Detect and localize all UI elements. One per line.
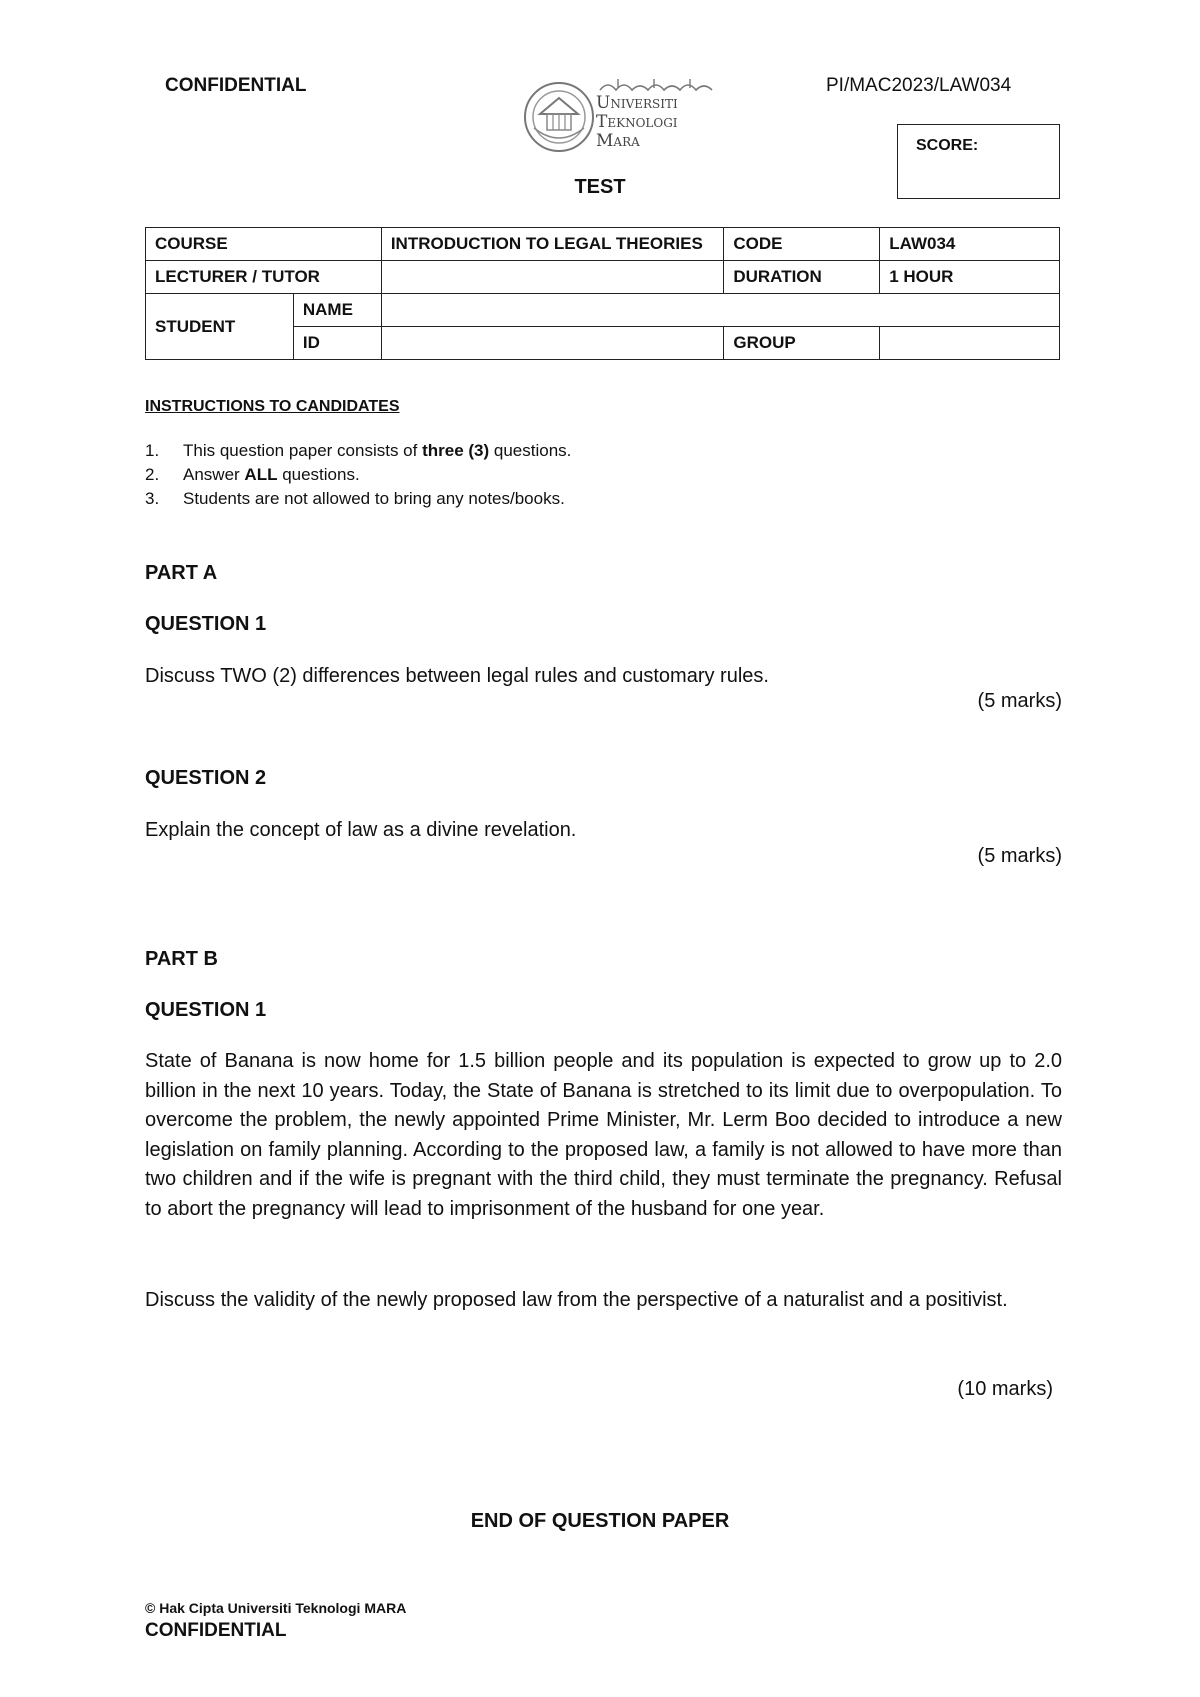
part-a-question-2-heading: QUESTION 2 <box>145 767 267 789</box>
group-label: GROUP <box>724 327 880 360</box>
code-label: CODE <box>724 228 880 261</box>
footer-confidential: CONFIDENTIAL <box>145 1620 287 1641</box>
end-of-paper: END OF QUESTION PAPER <box>470 1510 730 1532</box>
item-text: Answer <box>183 465 245 484</box>
name-value[interactable] <box>381 294 1059 327</box>
course-label: COURSE <box>146 228 382 261</box>
part-a-question-1-text: Discuss TWO (2) differences between legal rules and customary rules. <box>145 665 769 687</box>
item-text: This question paper consists of <box>183 441 423 460</box>
item-text: questions. <box>277 465 360 484</box>
paper-code: PI/MAC2023/LAW034 <box>826 75 1012 96</box>
header-confidential: CONFIDENTIAL <box>165 75 307 96</box>
part-a-question-2-marks: (5 marks) <box>977 845 1062 867</box>
instructions-heading: INSTRUCTIONS TO CANDIDATES <box>145 398 400 415</box>
lecturer-value[interactable] <box>381 261 724 294</box>
item-number: 2. <box>145 465 160 484</box>
duration-value: 1 HOUR <box>880 261 1060 294</box>
lecturer-label: LECTURER / TUTOR <box>146 261 382 294</box>
id-label: ID <box>293 327 381 360</box>
part-b-question-1-task: Discuss the validity of the newly proposed law from the perspective of a naturalist and a positivist. <box>145 1289 1008 1311</box>
table-row <box>146 228 1060 261</box>
part-a-question-1-marks: (5 marks) <box>977 690 1062 712</box>
part-b-question-1-scenario: State of Banana is now home for 1.5 billion people and its population is expected to grow up to 2.0 billion in the next 10 years. Today, the State of Banana is stretched to its limit due to overpopulation. To overcome the problem, the newly appointed Prime Minister, Mr. Lerm Boo decided to introduce a new legislation on family planning. According to the proposed law, a family is not allowed to have more than two children and if the wife is pregnant with the third child, they must terminate the pregnancy. Refusal to abort the pregnancy will lead to imprisonment of the husband for one year. <box>145 1050 1062 1220</box>
group-value[interactable] <box>880 327 1060 360</box>
item-emphasis: three (3) <box>422 441 490 460</box>
part-a-question-2-text: Explain the concept of law as a divine revelation. <box>145 819 577 841</box>
course-info-table <box>145 227 1060 360</box>
logo-text-universiti: Universiti <box>596 93 678 113</box>
list-item <box>145 487 571 511</box>
part-a-question-1-heading: QUESTION 1 <box>145 613 267 635</box>
item-text: questions. <box>489 441 572 460</box>
logo-text-mara: Mara <box>596 131 640 151</box>
list-item <box>145 439 571 463</box>
item-emphasis: ALL <box>244 465 278 484</box>
item-text: Students are not allowed to bring any notes/books. <box>183 489 565 508</box>
university-seal-icon <box>520 78 598 156</box>
jawi-script-text <box>598 76 714 94</box>
duration-label: DURATION <box>724 261 880 294</box>
university-logo <box>520 76 720 158</box>
part-b-question-1-marks: (10 marks) <box>957 1378 1053 1400</box>
code-value: LAW034 <box>880 228 1060 261</box>
item-number: 1. <box>145 441 160 460</box>
score-label: SCORE: <box>916 137 979 154</box>
name-label: NAME <box>293 294 381 327</box>
logo-text-teknologi: Teknologi <box>596 112 678 132</box>
id-value[interactable] <box>381 327 724 360</box>
footer-copyright: © Hak Cipta Universiti Teknologi MARA <box>145 1600 407 1616</box>
student-label: STUDENT <box>146 294 294 360</box>
course-value: INTRODUCTION TO LEGAL THEORIES <box>381 228 724 261</box>
item-number: 3. <box>145 489 160 508</box>
part-b-question-1-heading: QUESTION 1 <box>145 999 267 1021</box>
list-item <box>145 463 571 487</box>
instructions-list <box>145 439 571 511</box>
page-title: TEST <box>574 176 626 198</box>
table-row <box>146 294 1060 327</box>
part-b-heading: PART B <box>145 948 218 970</box>
table-row <box>146 261 1060 294</box>
part-a-heading: PART A <box>145 562 218 584</box>
